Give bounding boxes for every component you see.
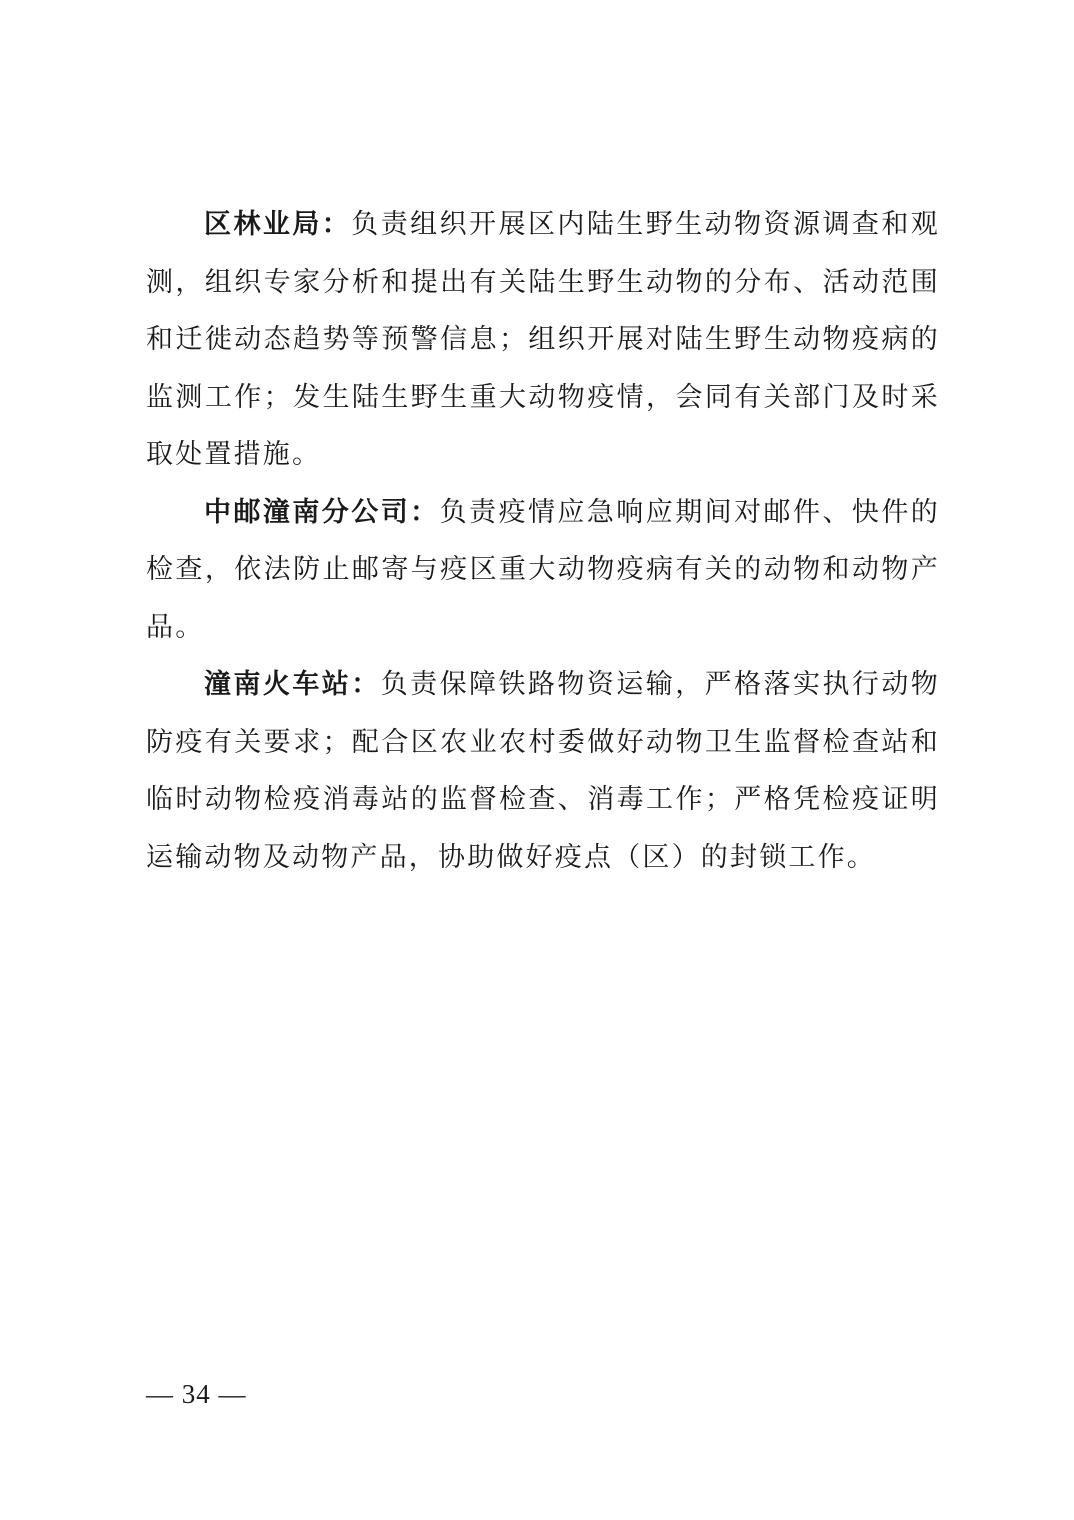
paragraph-china-post	[146, 484, 940, 657]
page-number: — 34 —	[146, 1379, 247, 1409]
paragraph-text: 负责保障铁路物资运输，严格落实执行动物防疫有关要求；配合区农业农村委做好动物卫生监督检查站和临时动物检疫消毒站的监督检查、消毒工作；严格凭检疫证明运输动物及动物产品，协助做好疫点（区）的封锁工作。	[146, 669, 940, 873]
org-name: 潼南火车站：	[204, 669, 381, 700]
paragraph-railway-station	[146, 656, 940, 886]
paragraph-text: 负责组织开展区内陆生野生动物资源调查和观测，组织专家分析和提出有关陆生野生动物的分布、活动范围和迁徙动态趋势等预警信息；组织开展对陆生野生动物疫病的监测工作；发生陆生野生重大动物疫情，会同有关部门及时采取处置措施。	[146, 209, 940, 470]
paragraph-forestry-bureau	[146, 196, 940, 484]
paragraph-text: 负责疫情应急响应期间对邮件、快件的检查，依法防止邮寄与疫区重大动物疫病有关的动物和动物产品。	[146, 496, 940, 643]
org-name: 区林业局：	[204, 209, 352, 240]
org-name: 中邮潼南分公司：	[204, 496, 440, 528]
document-body	[146, 196, 940, 886]
